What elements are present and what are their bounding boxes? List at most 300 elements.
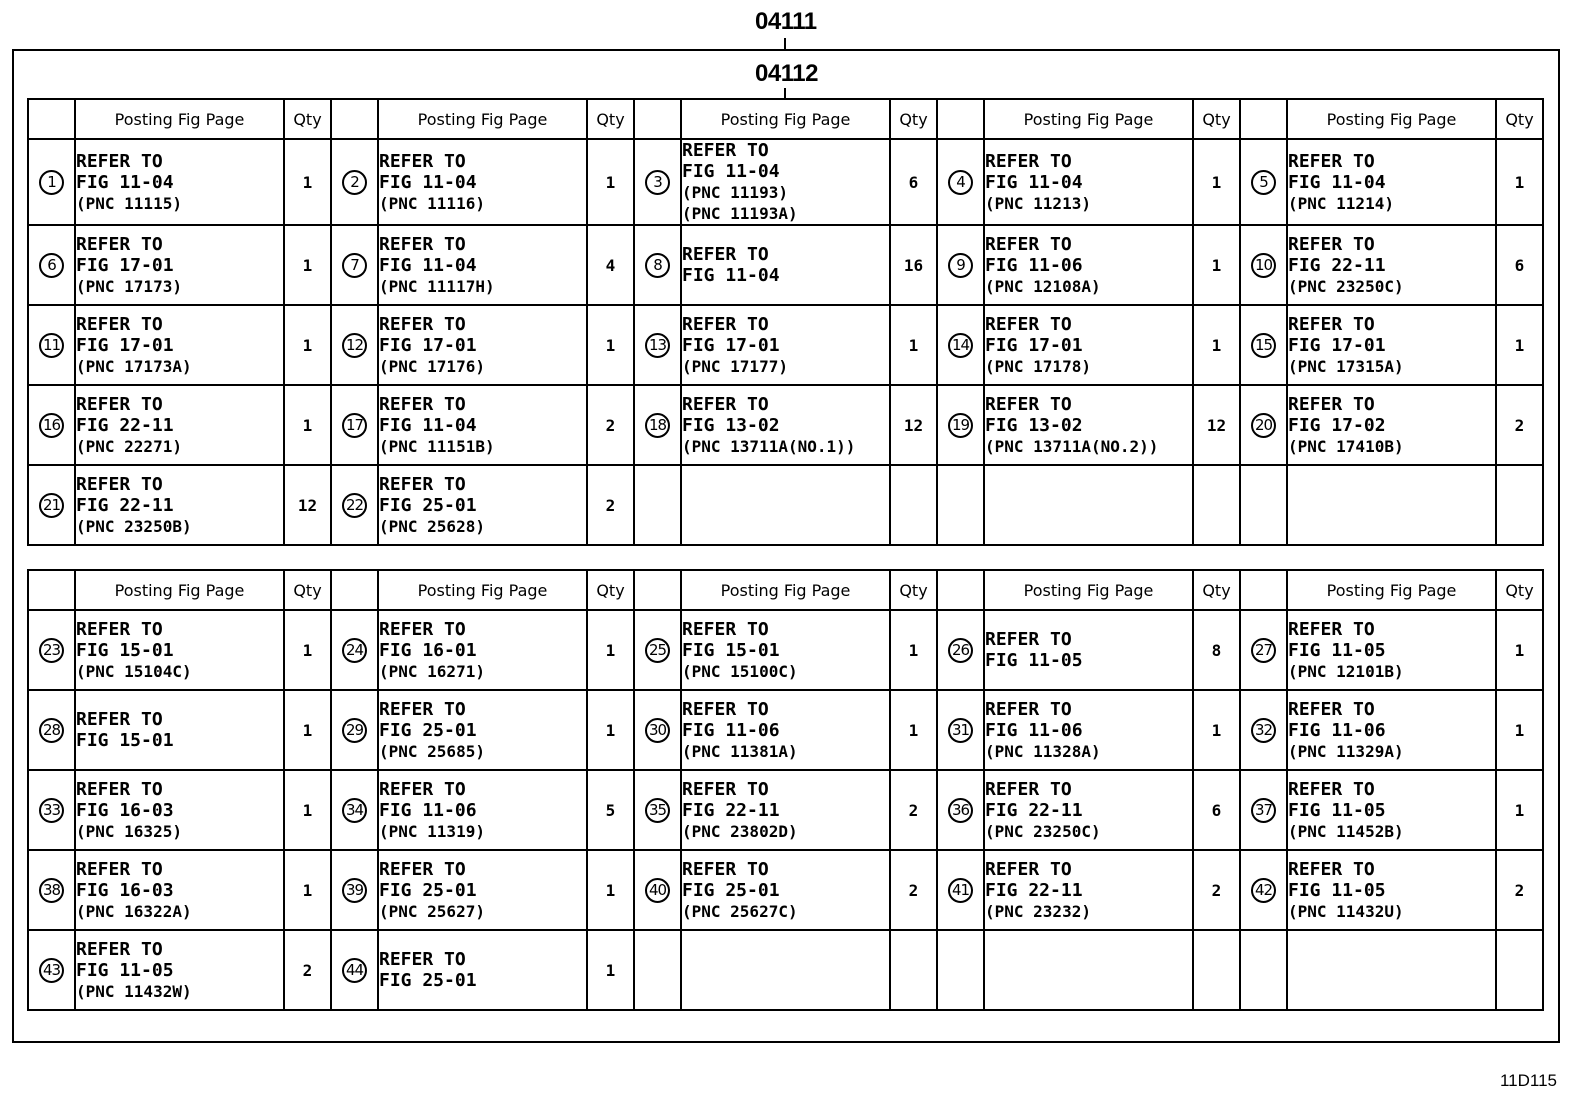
- pnc-reference: (PNC 15100C): [682, 661, 798, 681]
- item-number-cell: [634, 930, 681, 1010]
- qty-cell: [1193, 850, 1240, 930]
- refer-to-text: REFER TO: [76, 313, 163, 335]
- qty-cell: [587, 850, 634, 930]
- refer-to-text: REFER TO: [1288, 313, 1375, 335]
- item-number-badge: 44: [342, 958, 367, 983]
- item-number-cell: [1240, 610, 1287, 690]
- qty-value: 2: [605, 415, 616, 435]
- header-posting-fig-page: Posting Fig Page: [1287, 570, 1496, 610]
- refer-to-text: REFER TO: [379, 949, 466, 970]
- refer-to-text: REFER TO: [682, 698, 769, 720]
- item-number-badge: 26: [948, 638, 973, 663]
- table-row: [28, 305, 1543, 385]
- qty-cell: [1193, 690, 1240, 770]
- reference-cell: [378, 930, 587, 1010]
- refer-to-text: REFER TO: [1288, 393, 1375, 415]
- pnc-reference: (PNC 17410B): [1288, 436, 1404, 456]
- refer-to-text: REFER TO: [379, 150, 466, 172]
- refer-to-text: REFER TO: [985, 313, 1072, 335]
- reference-cell: [681, 465, 890, 545]
- pnc-reference: (PNC 11213): [985, 193, 1091, 213]
- item-number-cell: [331, 930, 378, 1010]
- table-row: [28, 850, 1543, 930]
- reference-cell: [681, 610, 890, 690]
- header-number-blank: [634, 99, 681, 139]
- qty-value: 1: [908, 720, 919, 740]
- item-number-badge: 30: [645, 718, 670, 743]
- qty-cell: [587, 770, 634, 850]
- item-number-badge: 17: [342, 413, 367, 438]
- item-number-cell: [331, 225, 378, 305]
- pnc-reference: (PNC 13711A(NO.1)): [682, 436, 856, 456]
- reference-cell: [984, 930, 1193, 1010]
- item-number-badge: 14: [948, 333, 973, 358]
- fig-reference: FIG 11-06: [985, 719, 1083, 741]
- fig-reference: FIG 17-01: [76, 334, 174, 356]
- item-number-cell: [937, 305, 984, 385]
- refer-to-text: REFER TO: [379, 778, 466, 800]
- pnc-reference: (PNC 12101B): [1288, 661, 1404, 681]
- item-number-badge: 40: [645, 878, 670, 903]
- pnc-reference: (PNC 11193): [682, 183, 788, 202]
- qty-value: 2: [1211, 880, 1222, 900]
- fig-reference: FIG 11-06: [682, 719, 780, 741]
- refer-to-text: REFER TO: [985, 858, 1072, 880]
- reference-cell: [75, 139, 284, 225]
- item-number-badge: 31: [948, 718, 973, 743]
- header-posting-fig-page: Posting Fig Page: [1287, 99, 1496, 139]
- header-row: [28, 99, 1543, 139]
- fig-reference: FIG 11-05: [1288, 799, 1386, 821]
- header-number-blank: [1240, 99, 1287, 139]
- fig-reference: FIG 17-01: [985, 334, 1083, 356]
- item-number-badge: 18: [645, 413, 670, 438]
- qty-value: 1: [605, 640, 616, 660]
- qty-cell: [1193, 465, 1240, 545]
- fig-reference: FIG 11-06: [1288, 719, 1386, 741]
- fig-reference: FIG 16-01: [379, 639, 477, 661]
- fig-reference: FIG 25-01: [379, 970, 477, 991]
- pnc-reference: (PNC 16322A): [76, 901, 192, 921]
- reference-cell: [1287, 225, 1496, 305]
- qty-value: 1: [908, 335, 919, 355]
- refer-to-text: REFER TO: [379, 698, 466, 720]
- qty-value: 12: [297, 495, 318, 515]
- item-number-cell: [1240, 930, 1287, 1010]
- qty-value: 1: [1211, 335, 1222, 355]
- qty-value: 2: [908, 800, 919, 820]
- pnc-reference: (PNC 23250C): [985, 821, 1101, 841]
- qty-cell: [284, 930, 331, 1010]
- item-number-cell: [634, 770, 681, 850]
- item-number-cell: [937, 465, 984, 545]
- qty-value: 1: [302, 720, 313, 740]
- item-number-cell: [634, 385, 681, 465]
- item-number-cell: [331, 465, 378, 545]
- qty-cell: [1193, 139, 1240, 225]
- fig-reference: FIG 22-11: [76, 494, 174, 516]
- item-number-badge: 39: [342, 878, 367, 903]
- qty-cell: [1193, 385, 1240, 465]
- refer-to-text: REFER TO: [1288, 778, 1375, 800]
- item-number-cell: [28, 385, 75, 465]
- header-qty: Qty: [890, 99, 937, 139]
- pnc-reference: (PNC 17177): [682, 356, 788, 376]
- refer-to-text: REFER TO: [76, 150, 163, 172]
- qty-value: 1: [302, 800, 313, 820]
- reference-cell: [681, 305, 890, 385]
- header-posting-fig-page: Posting Fig Page: [681, 99, 890, 139]
- item-number-cell: [937, 770, 984, 850]
- item-number-cell: [634, 225, 681, 305]
- reference-cell: [1287, 465, 1496, 545]
- header-qty: Qty: [587, 570, 634, 610]
- qty-cell: [1496, 850, 1543, 930]
- reference-cell: [378, 850, 587, 930]
- header-posting-fig-page: Posting Fig Page: [984, 99, 1193, 139]
- fig-reference: FIG 11-06: [379, 799, 477, 821]
- fig-reference: FIG 22-11: [76, 414, 174, 436]
- qty-cell: [284, 305, 331, 385]
- qty-cell: [1193, 610, 1240, 690]
- item-number-cell: [28, 610, 75, 690]
- qty-value: 1: [302, 640, 313, 660]
- fig-reference: FIG 11-04: [379, 171, 477, 193]
- item-number-cell: [1240, 850, 1287, 930]
- qty-cell: [587, 930, 634, 1010]
- reference-cell: [1287, 770, 1496, 850]
- qty-cell: [587, 139, 634, 225]
- header-posting-fig-page: Posting Fig Page: [681, 570, 890, 610]
- reference-cell: [75, 610, 284, 690]
- qty-value: 1: [908, 640, 919, 660]
- header-posting-fig-page: Posting Fig Page: [984, 570, 1193, 610]
- item-number-cell: [331, 850, 378, 930]
- reference-cell: [984, 690, 1193, 770]
- header-posting-fig-page: Posting Fig Page: [75, 570, 284, 610]
- reference-cell: [984, 139, 1193, 225]
- item-number-cell: [28, 465, 75, 545]
- refer-to-text: REFER TO: [985, 778, 1072, 800]
- pnc-reference: (PNC 11381A): [682, 741, 798, 761]
- refer-to-text: REFER TO: [379, 473, 466, 495]
- qty-cell: [587, 690, 634, 770]
- qty-value: 1: [605, 720, 616, 740]
- fig-reference: FIG 11-04: [682, 265, 780, 286]
- qty-value: 12: [903, 415, 924, 435]
- item-number-badge: 16: [39, 413, 64, 438]
- header-number-blank: [28, 99, 75, 139]
- item-number-cell: [1240, 690, 1287, 770]
- pnc-reference: (PNC 11116): [379, 193, 485, 213]
- item-number-badge: 28: [39, 718, 64, 743]
- item-number-badge: 10: [1251, 253, 1276, 278]
- reference-cell: [378, 690, 587, 770]
- item-number-cell: [331, 610, 378, 690]
- qty-cell: [587, 465, 634, 545]
- item-number-badge: 3: [645, 170, 670, 195]
- item-number-badge: 43: [39, 958, 64, 983]
- qty-cell: [1496, 930, 1543, 1010]
- qty-cell: [890, 850, 937, 930]
- fig-reference: FIG 15-01: [682, 639, 780, 661]
- qty-cell: [1496, 690, 1543, 770]
- table-row: [28, 139, 1543, 225]
- refer-to-text: REFER TO: [379, 393, 466, 415]
- qty-cell: [284, 610, 331, 690]
- reference-cell: [378, 465, 587, 545]
- qty-cell: [284, 225, 331, 305]
- qty-value: 1: [1514, 335, 1525, 355]
- reference-cell: [378, 139, 587, 225]
- fig-reference: FIG 17-01: [1288, 334, 1386, 356]
- qty-cell: [284, 690, 331, 770]
- reference-cell: [1287, 850, 1496, 930]
- fig-reference: FIG 22-11: [1288, 254, 1386, 276]
- table-row: [28, 690, 1543, 770]
- item-number-badge: 38: [39, 878, 64, 903]
- reference-cell: [75, 850, 284, 930]
- reference-cell: [378, 610, 587, 690]
- qty-value: 1: [1514, 800, 1525, 820]
- item-number-badge: 37: [1251, 798, 1276, 823]
- item-number-cell: [331, 770, 378, 850]
- qty-cell: [890, 770, 937, 850]
- refer-to-text: REFER TO: [76, 938, 163, 960]
- fig-reference: FIG 16-03: [76, 879, 174, 901]
- reference-cell: [75, 385, 284, 465]
- item-number-cell: [937, 139, 984, 225]
- refer-to-text: REFER TO: [1288, 150, 1375, 172]
- qty-value: 8: [1211, 640, 1222, 660]
- refer-to-text: REFER TO: [379, 858, 466, 880]
- pnc-reference: (PNC 25627C): [682, 901, 798, 921]
- item-number-badge: 2: [342, 170, 367, 195]
- qty-cell: [890, 690, 937, 770]
- qty-cell: [587, 305, 634, 385]
- table-row: [28, 465, 1543, 545]
- item-number-cell: [937, 225, 984, 305]
- pnc-reference: (PNC 11214): [1288, 193, 1394, 213]
- reference-cell: [681, 690, 890, 770]
- refer-to-text: REFER TO: [1288, 618, 1375, 640]
- qty-value: 1: [1211, 172, 1222, 192]
- fig-reference: FIG 15-01: [76, 730, 174, 751]
- pnc-reference: (PNC 23232): [985, 901, 1091, 921]
- fig-reference: FIG 11-05: [985, 650, 1083, 671]
- refer-to-text: REFER TO: [1288, 698, 1375, 720]
- refer-to-text: REFER TO: [76, 858, 163, 880]
- reference-cell: [681, 139, 890, 225]
- fig-reference: FIG 25-01: [379, 719, 477, 741]
- reference-cell: [984, 770, 1193, 850]
- item-number-cell: [28, 305, 75, 385]
- fig-reference: FIG 15-01: [76, 639, 174, 661]
- illustration-code: 11D115: [1499, 1071, 1557, 1090]
- reference-cell: [984, 465, 1193, 545]
- refer-to-text: REFER TO: [76, 778, 163, 800]
- item-number-cell: [937, 930, 984, 1010]
- pnc-reference: (PNC 17178): [985, 356, 1091, 376]
- qty-cell: [587, 610, 634, 690]
- qty-cell: [587, 225, 634, 305]
- item-number-badge: 27: [1251, 638, 1276, 663]
- item-number-cell: [28, 139, 75, 225]
- item-number-cell: [634, 610, 681, 690]
- item-number-badge: 12: [342, 333, 367, 358]
- table-row: [28, 225, 1543, 305]
- qty-value: 5: [605, 800, 616, 820]
- item-number-cell: [1240, 305, 1287, 385]
- reference-cell: [1287, 610, 1496, 690]
- item-number-cell: [331, 139, 378, 225]
- reference-cell: [984, 850, 1193, 930]
- item-number-cell: [331, 385, 378, 465]
- item-number-cell: [28, 770, 75, 850]
- item-number-badge: 20: [1251, 413, 1276, 438]
- qty-value: 4: [605, 255, 616, 275]
- qty-value: 1: [1514, 640, 1525, 660]
- pnc-reference: (PNC 13711A(NO.2)): [985, 436, 1159, 456]
- pnc-reference: (PNC 16325): [76, 821, 182, 841]
- reference-cell: [378, 385, 587, 465]
- reference-cell: [75, 930, 284, 1010]
- item-number-cell: [28, 930, 75, 1010]
- header-qty: Qty: [284, 99, 331, 139]
- reference-cell: [378, 225, 587, 305]
- header-posting-fig-page: Posting Fig Page: [75, 99, 284, 139]
- pnc-reference: (PNC 23250B): [76, 516, 192, 536]
- refer-to-text: REFER TO: [76, 709, 163, 730]
- qty-cell: [890, 139, 937, 225]
- header-qty: Qty: [284, 570, 331, 610]
- qty-cell: [890, 225, 937, 305]
- item-number-cell: [937, 610, 984, 690]
- refer-to-text: REFER TO: [76, 473, 163, 495]
- pnc-reference: (PNC 11117H): [379, 276, 495, 296]
- header-posting-fig-page: Posting Fig Page: [378, 99, 587, 139]
- qty-value: 2: [1514, 415, 1525, 435]
- qty-value: 1: [605, 960, 616, 980]
- header-posting-fig-page: Posting Fig Page: [378, 570, 587, 610]
- refer-to-text: REFER TO: [379, 233, 466, 255]
- qty-value: 1: [1211, 255, 1222, 275]
- qty-value: 1: [1514, 172, 1525, 192]
- header-number-blank: [937, 570, 984, 610]
- item-number-cell: [1240, 225, 1287, 305]
- qty-cell: [587, 385, 634, 465]
- item-number-badge: 15: [1251, 333, 1276, 358]
- qty-value: 1: [1211, 720, 1222, 740]
- qty-value: 6: [1514, 255, 1525, 275]
- item-number-badge: 34: [342, 798, 367, 823]
- fig-reference: FIG 22-11: [682, 799, 780, 821]
- pnc-reference: (PNC 11115): [76, 193, 182, 213]
- qty-cell: [284, 770, 331, 850]
- item-number-badge: 24: [342, 638, 367, 663]
- item-number-cell: [937, 385, 984, 465]
- header-number-blank: [937, 99, 984, 139]
- item-number-badge: 4: [948, 170, 973, 195]
- refer-to-text: REFER TO: [1288, 233, 1375, 255]
- refer-to-text: REFER TO: [985, 233, 1072, 255]
- leader-line-04111: [784, 38, 786, 49]
- pnc-reference: (PNC 25628): [379, 516, 485, 536]
- header-qty: Qty: [1193, 99, 1240, 139]
- qty-cell: [1496, 139, 1543, 225]
- item-number-badge: 6: [39, 253, 64, 278]
- pnc-reference: (PNC 11452B): [1288, 821, 1404, 841]
- item-number-badge: 32: [1251, 718, 1276, 743]
- pnc-reference: (PNC 16271): [379, 661, 485, 681]
- item-number-cell: [634, 850, 681, 930]
- qty-cell: [1496, 305, 1543, 385]
- item-number-badge: 33: [39, 798, 64, 823]
- reference-cell: [681, 770, 890, 850]
- fig-reference: FIG 11-05: [1288, 639, 1386, 661]
- refer-to-text: REFER TO: [1288, 858, 1375, 880]
- parts-table-lower: [27, 569, 1544, 1011]
- item-number-badge: 42: [1251, 878, 1276, 903]
- qty-value: 1: [1514, 720, 1525, 740]
- table-row: [28, 610, 1543, 690]
- refer-to-text: REFER TO: [682, 313, 769, 335]
- reference-cell: [75, 770, 284, 850]
- assembly-code-04112: 04112: [755, 60, 818, 87]
- qty-value: 1: [302, 255, 313, 275]
- header-number-blank: [28, 570, 75, 610]
- qty-cell: [284, 465, 331, 545]
- header-number-blank: [1240, 570, 1287, 610]
- qty-value: 1: [302, 415, 313, 435]
- reference-cell: [984, 305, 1193, 385]
- fig-reference: FIG 22-11: [985, 799, 1083, 821]
- reference-cell: [984, 610, 1193, 690]
- refer-to-text: REFER TO: [379, 313, 466, 335]
- refer-to-text: REFER TO: [379, 618, 466, 640]
- qty-value: 16: [903, 255, 924, 275]
- fig-reference: FIG 17-01: [682, 334, 780, 356]
- qty-cell: [1496, 610, 1543, 690]
- fig-reference: FIG 11-04: [682, 161, 780, 182]
- qty-value: 2: [605, 495, 616, 515]
- item-number-badge: 41: [948, 878, 973, 903]
- refer-to-text: REFER TO: [682, 858, 769, 880]
- pnc-reference: (PNC 11319): [379, 821, 485, 841]
- refer-to-text: REFER TO: [76, 233, 163, 255]
- qty-value: 1: [302, 880, 313, 900]
- refer-to-text: REFER TO: [76, 393, 163, 415]
- pnc-reference: (PNC 25627): [379, 901, 485, 921]
- refer-to-text: REFER TO: [682, 393, 769, 415]
- qty-cell: [1496, 465, 1543, 545]
- fig-reference: FIG 11-04: [379, 254, 477, 276]
- reference-cell: [75, 465, 284, 545]
- item-number-cell: [634, 465, 681, 545]
- item-number-cell: [331, 305, 378, 385]
- pnc-reference: (PNC 25685): [379, 741, 485, 761]
- qty-value: 1: [605, 335, 616, 355]
- fig-reference: FIG 13-02: [682, 414, 780, 436]
- fig-reference: FIG 11-05: [76, 959, 174, 981]
- reference-cell: [984, 385, 1193, 465]
- fig-reference: FIG 11-05: [1288, 879, 1386, 901]
- qty-cell: [1496, 770, 1543, 850]
- qty-value: 2: [302, 960, 313, 980]
- item-number-badge: 19: [948, 413, 973, 438]
- pnc-reference: (PNC 17173A): [76, 356, 192, 376]
- reference-cell: [378, 770, 587, 850]
